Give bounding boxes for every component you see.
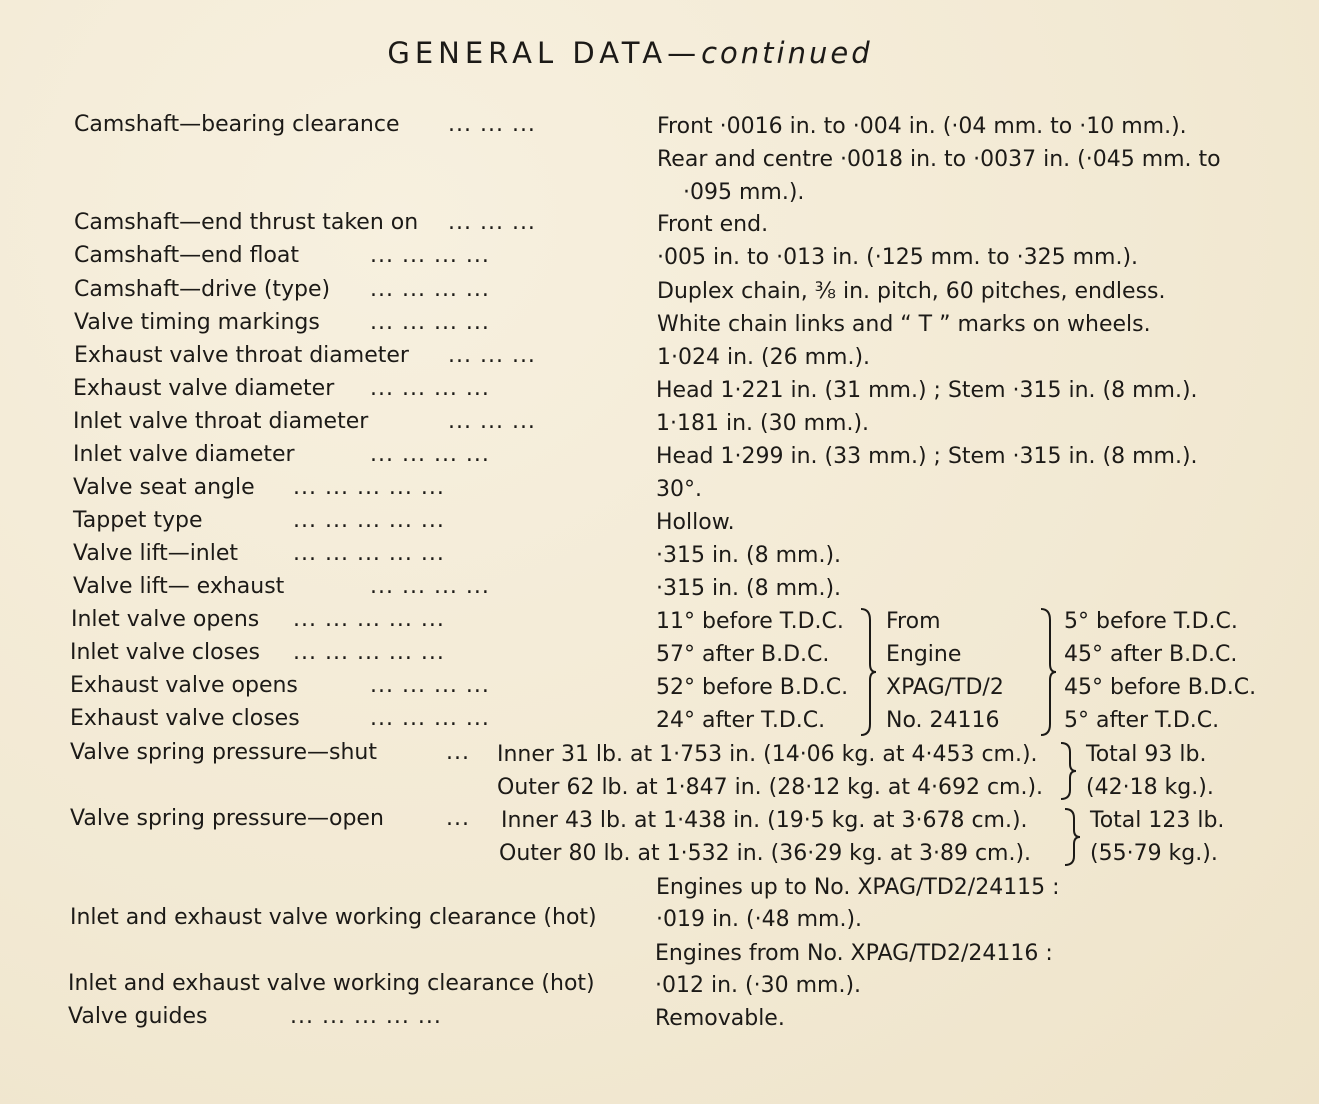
leader-dots: ... ... ... ... ... [290, 1004, 442, 1029]
leader-dots: ... ... ... ... [370, 574, 490, 599]
heading-main: GENERAL DATA [387, 36, 668, 70]
timing-value-after: 45° before B.D.C. [1064, 675, 1257, 700]
spec-value: 1·024 in. (26 mm.). [657, 345, 871, 370]
leader-dots: ... ... ... ... [370, 277, 490, 302]
right-brace-icon [1058, 740, 1080, 802]
spring-total: (55·79 kg.). [1090, 841, 1218, 866]
spec-value: White chain links and “ T ” marks on wheels. [657, 312, 1151, 337]
spec-label: Valve timing markings [74, 310, 320, 335]
spec-value: ·005 in. to ·013 in. (·125 mm. to ·325 mm.). [657, 245, 1139, 270]
spec-value: 1·181 in. (30 mm.). [656, 411, 870, 436]
leader-dots: ... ... ... ... [370, 310, 490, 335]
spec-label: Camshaft—bearing clearance [74, 112, 400, 137]
timing-value-after: 45° after B.D.C. [1064, 642, 1238, 667]
spring-total: Total 93 lb. [1086, 742, 1207, 767]
page-heading [0, 36, 1260, 70]
timing-value-before: 52° before B.D.C. [656, 675, 849, 700]
right-brace-icon [1062, 806, 1084, 868]
leader-dots: ... ... ... ... ... [293, 475, 445, 500]
engine-note: Engine [886, 642, 962, 667]
spring-value: Inner 43 lb. at 1·438 in. (19·5 kg. at 3·678 cm.). [501, 808, 1028, 833]
engine-range-header: Engines from No. XPAG/TD2/24116 : [655, 941, 1053, 966]
spec-value: Head 1·299 in. (33 mm.) ; Stem ·315 in. (8 mm.). [656, 444, 1198, 469]
spec-value: 30°. [656, 477, 702, 502]
clearance-value: ·019 in. (·48 mm.). [656, 907, 863, 932]
spring-label: Valve spring pressure—shut [70, 740, 377, 765]
spec-value: ·315 in. (8 mm.). [656, 576, 842, 601]
spec-label: Camshaft—drive (type) [74, 277, 331, 302]
leader-dots: ... ... ... ... [370, 442, 490, 467]
clearance-label: Inlet and exhaust valve working clearance (hot) [68, 971, 595, 996]
leader-dots: ... ... ... [448, 112, 536, 137]
timing-label: Exhaust valve closes [70, 706, 300, 731]
engine-range-header: Engines up to No. XPAG/TD2/24115 : [656, 875, 1060, 900]
leader-dots: ... ... ... [448, 343, 536, 368]
leader-dots: ... ... ... ... ... [293, 607, 445, 632]
leader-dots: ... [446, 740, 470, 765]
leader-dots: ... ... ... ... [370, 706, 490, 731]
spec-label: Valve guides [68, 1004, 208, 1029]
spec-value: Removable. [655, 1006, 785, 1031]
leader-dots: ... ... ... ... ... [293, 508, 445, 533]
heading-dash: — [667, 36, 702, 70]
spring-label: Valve spring pressure—open [70, 806, 384, 831]
engine-note: From [886, 609, 941, 634]
timing-label: Inlet valve closes [70, 640, 260, 665]
spec-value: ·315 in. (8 mm.). [656, 543, 842, 568]
right-brace-icon [858, 606, 878, 738]
engine-note: No. 24116 [886, 708, 1000, 733]
timing-label: Inlet valve opens [71, 607, 260, 632]
spec-value: Duplex chain, ⅜ in. pitch, 60 pitches, endless. [657, 279, 1166, 304]
leader-dots: ... [446, 806, 470, 831]
timing-label: Exhaust valve opens [70, 673, 298, 698]
leader-dots: ... ... ... ... [370, 673, 490, 698]
spec-label: Valve seat angle [73, 475, 255, 500]
engine-note: XPAG/TD/2 [886, 675, 1004, 700]
leader-dots: ... ... ... [448, 409, 536, 434]
spec-value: Hollow. [656, 510, 735, 535]
spec-label: Inlet valve diameter [73, 442, 295, 467]
timing-value-after: 5° before T.D.C. [1064, 609, 1238, 634]
spec-label: Valve lift— exhaust [73, 574, 285, 599]
leader-dots: ... ... ... ... [370, 376, 490, 401]
spec-label: Camshaft—end float [74, 243, 300, 268]
spec-value: Head 1·221 in. (31 mm.) ; Stem ·315 in. (8 mm.). [656, 378, 1198, 403]
spring-total: (42·18 kg.). [1086, 775, 1214, 800]
leader-dots: ... ... ... ... ... [293, 541, 445, 566]
spec-value: Rear and centre ·0018 in. to ·0037 in. (·045 mm. to [657, 147, 1221, 172]
spring-total: Total 123 lb. [1090, 808, 1225, 833]
spec-label: Valve lift—inlet [73, 541, 239, 566]
spring-value: Outer 62 lb. at 1·847 in. (28·12 kg. at 4·692 cm.). [497, 775, 1044, 800]
timing-value-before: 57° after B.D.C. [656, 642, 830, 667]
leader-dots: ... ... ... ... ... [293, 640, 445, 665]
spec-value: Front ·0016 in. to ·004 in. (·04 mm. to ·10 mm.). [657, 114, 1187, 139]
spec-label: Exhaust valve diameter [73, 376, 335, 401]
heading-continued: continued [701, 36, 873, 70]
spec-label: Exhaust valve throat diameter [74, 343, 409, 368]
timing-value-after: 5° after T.D.C. [1064, 708, 1220, 733]
spec-value: Front end. [657, 212, 769, 237]
leader-dots: ... ... ... [448, 210, 536, 235]
right-brace-icon [1038, 606, 1058, 738]
timing-value-before: 24° after T.D.C. [656, 708, 826, 733]
clearance-label: Inlet and exhaust valve working clearance (hot) [70, 905, 597, 930]
spec-label: Camshaft—end thrust taken on [74, 210, 419, 235]
leader-dots: ... ... ... ... [370, 243, 490, 268]
timing-value-before: 11° before T.D.C. [656, 609, 844, 634]
spring-value: Inner 31 lb. at 1·753 in. (14·06 kg. at 4·453 cm.). [497, 742, 1038, 767]
spec-label: Tappet type [73, 508, 203, 533]
clearance-value: ·012 in. (·30 mm.). [655, 973, 862, 998]
spec-value: ·095 mm.). [683, 180, 805, 205]
spring-value: Outer 80 lb. at 1·532 in. (36·29 kg. at 3·89 cm.). [499, 841, 1032, 866]
spec-label: Inlet valve throat diameter [73, 409, 369, 434]
